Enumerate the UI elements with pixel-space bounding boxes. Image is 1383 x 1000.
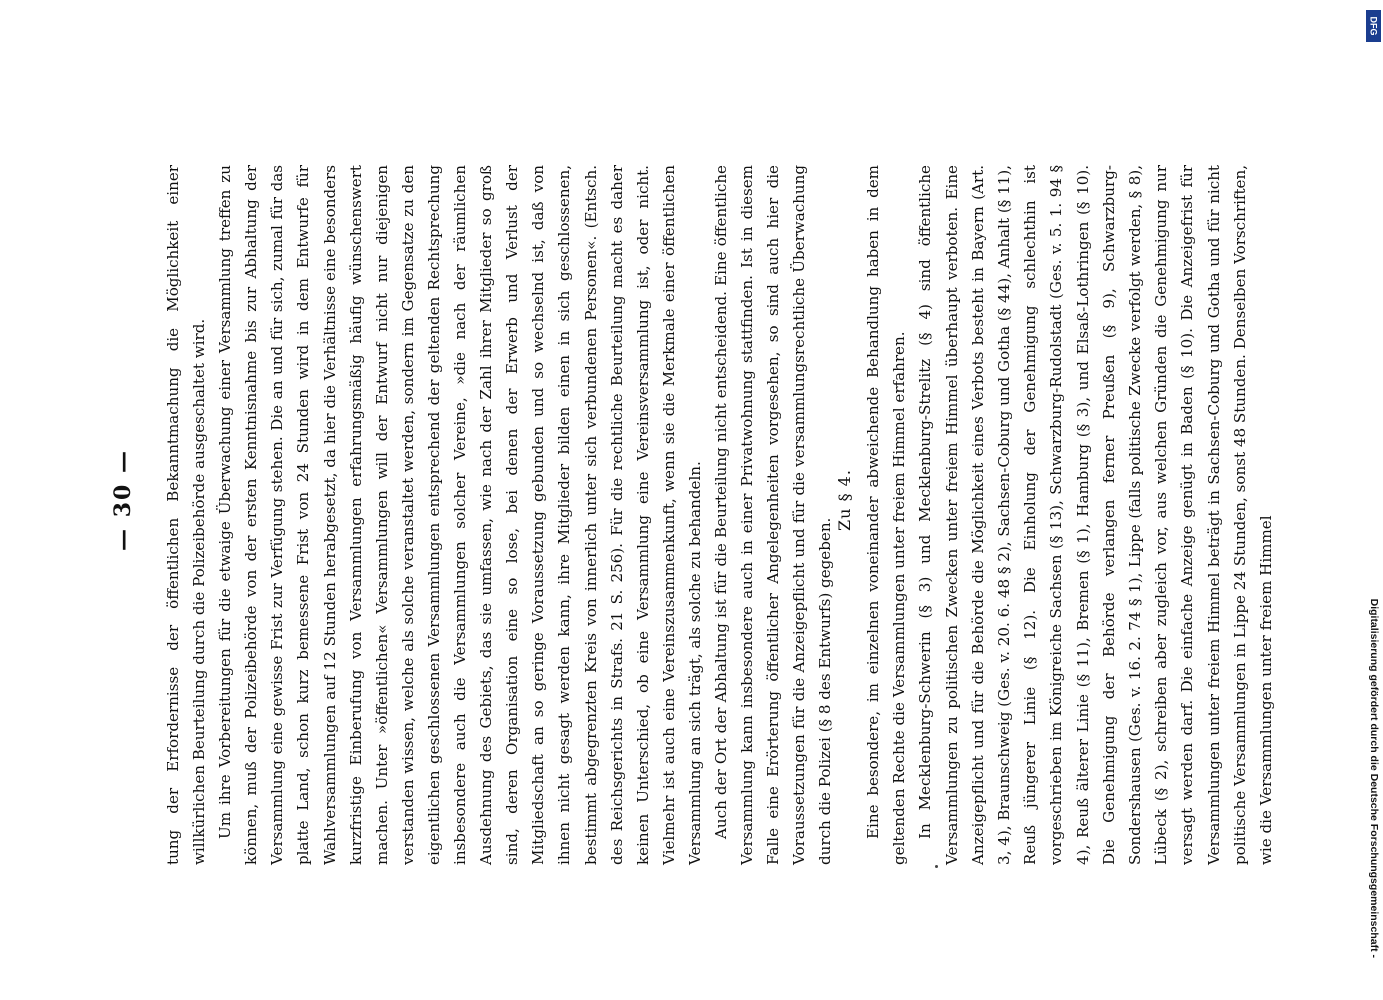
paragraph: Um ihre Vorbereitungen für die etwaige Überwachung einer Versammlung treffen zu können, muß der Polizeibehörde von der ersten Kenntnisnahme bis zur Abhaltung der Versammlung eine gewisse Frist zur Verfügung stehen. Die an und für sich, zumal für das platte Land, schon kurz bemessene Frist von 24 Stunden wird in dem Entwurfe für Wahlversammlungen auf 12 Stunden herabgesetzt, da hier die Verhältnisse eine besonders kurzfristige Einberufung von Versammlungen erfahrungsmäßig häufig wünschenswert machen. Unter »öffentlichen« Versammlungen will der Entwurf nicht nur diejenigen verstanden wissen, welche als solche veranstaltet werden, sondern im Gegensatze zu den eigentlichen geschlossenen Versammlungen entsprechend der geltenden Rechtsprechung insbesondere auch die Versammlungen solcher Vereine, »die nach der räumlichen Ausdehnung des Gebiets, das sie umfassen, wie nach der Zahl ihrer Mitglieder so groß sind, deren Organisation eine so lose, bei denen der Erwerb und Verlust der Mitgliedschaft an so geringe Voraussetzung gebunden und so wechselnd ist, daß von ihnen nicht gesagt werden kann, ihre Mitglieder bilden einen in sich geschlossenen, bestimmt abgegrenzten Kreis von innerlich unter sich verbundenen Personen«. (Entsch. des Reichsgerichts in Strafs. 21 S. 256). Für die rechtliche Beurteilung macht es daher keinen Unterschied, ob eine Versammlung eine Vereinsversammlung ist, oder nicht. Vielmehr ist auch eine Vereinszusammenkunft, wenn sie die Merkmale einer öffentlichen Versammlung an sich trägt, als solche zu behandeln. [216,165,704,865]
scan-speck [935,865,938,868]
page-number: — 30 — [110,449,136,551]
digitization-credit [1364,0,1383,1000]
dfg-logo [1366,10,1381,42]
paragraph: Eine besondere, im einzelnen voneinander abweichende Behandlung haben in dem geltenden Rechte die Versammlungen unter freiem Himmel erfahren. [864,165,909,865]
dfg-logo-text: DFG [1368,16,1379,36]
credit-text: Digitalisierung gefördert durch die Deutsche Forschungsgemeinschaft - [1368,598,1380,958]
section-text [860,165,1279,865]
section-heading: Zu § 4. [835,469,854,531]
paragraph: In Mecklenburg-Schwerin (§ 3) und Mecklenburg-Strelitz (§ 4) sind öffentliche Versammlungen zu politischen Zwecken unter freiem Himmel überhaupt verboten. Eine Anzeigepflicht und für die Behörde die Möglichkeit eines Verbots besteht in Bayern (Art. 3, 4), Braunschweig (Ges. v. 20. 6. 48 § 2), Sachsen-Coburg und Gotha (§ 44), Anhalt (§ 11), Reuß jüngerer Linie (§ 12). Die Einholung der Genehmigung schlechthin ist vorgeschrieben im Königreiche Sachsen (§ 13), Schwarzburg-Rudolstadt (Ges. v. 5. 1. 94 § 4), Reuß älterer Linie (§ 11), Bremen (§ 1), Hamburg (§ 3), und Elsaß-Lothringen (§ 10). Die Genehmigung der Behörde verlangen ferner Preußen (§ 9), Schwarzburg-Sondershausen (Ges. v. 16. 2. 74 § 1), Lippe (falls politische Zwecke verfolgt werden, § 8), Lübeck (§ 2), schreiben aber zugleich vor, aus welchen Gründen die Genehmigung nur versagt werden darf. Die einfache Anzeige genügt in Baden (§ 10). Die Anzeigefrist für Versammlungen unter freiem Himmel beträgt in Sachsen-Coburg und Gotha und für nicht politische Versammlungen in Lippe 24 Stunden, sonst 48 Stunden. Denselben Vorschriften, wie die Versammlungen unter freiem Himmel [916,165,1276,865]
paragraph: Auch der Ort der Abhaltung ist für die Beurteilung nicht entscheidend. Eine öffentliche Versammlung kann insbesondere auch in einer Privatwohnung stattfinden. Ist in diesem Falle eine Erörterung öffentlicher Angelegenheiten vorgesehen, so sind auch hier die Voraussetzungen für die Anzeigepflicht und für die versammlungsrechtliche Überwachung durch die Polizei (§ 8 des Entwurfs) gegeben. [711,165,835,865]
body-text [160,165,838,865]
paragraph: tung der Erfordernisse der öffentlichen Bekanntmachung die Möglichkeit einer willkürlichen Beurteilung durch die Polizeibehörde ausgeschaltet wird. [164,165,209,865]
